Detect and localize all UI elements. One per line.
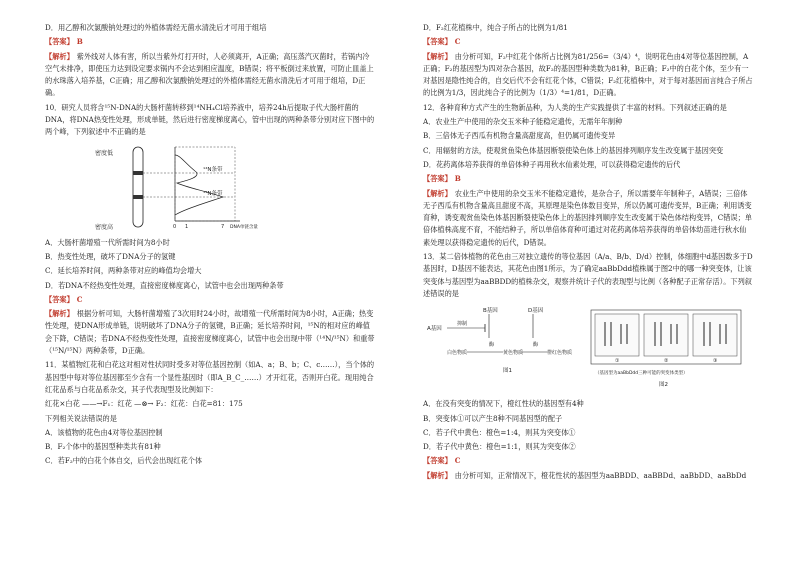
- explain-label: 【解析】: [423, 51, 452, 61]
- q13-option-c: C．若子代中黄色：橙色=1:4，则其为突变体①: [423, 427, 576, 437]
- q10-option-b: B．热变性处理，破坏了DNA分子的氢键: [45, 251, 176, 261]
- mutant-2-mark: ②: [664, 358, 669, 365]
- q10-stem: 10．研究人员将含¹⁵N-DNA的大肠杆菌转移到¹⁴NH₄Cl培养液中，培养24h后提取子代大肠杆菌的DNA，将DNA热变性处理，形成单链，然后进行密度梯度离心，管中出现的两种条带分别对应下图中的两个峰，下列叙述中不正确的是: [45, 102, 375, 137]
- white-substance: 白色物质: [447, 350, 468, 357]
- inhibit-label: 抑制: [457, 321, 468, 328]
- answer-label: 【答案】: [423, 456, 452, 466]
- q13-option-b: B．突变体①可以产生8种不同基因型的配子: [423, 413, 563, 423]
- explain-label: 【解析】: [45, 51, 74, 61]
- x-tick-0: 0: [173, 223, 177, 230]
- q9-explanation: 紫外线对人体有害，所以当紫外灯打开时，人必须离开，A正确；高压蒸汽灭菌时，若锅内冷空气未排净，即使压力达到设定要求锅内不会达到相应温度，B错误；将平板倒过来放置，可防止皿盖上的水珠落入培养基，C正确；用乙醇和次氯酸钠处理过的外植体需经无菌水清洗后才可用于组培，D正确。: [45, 51, 374, 98]
- q10-option-c: C．延长培养时间，两种条带对应的峰值均会增大: [45, 266, 202, 276]
- q12-answer: B: [454, 174, 461, 184]
- q13-option-d: D．若子代中黄色：橙色=1:1，则其为突变体②: [423, 442, 576, 452]
- q12-option-b: B．三倍体无子西瓜有机物含量高甜度高，但仍属可遗传变异: [423, 131, 616, 141]
- explain-label: 【解析】: [423, 188, 452, 198]
- q11-option-a: A．该植物的花色由4对等位基因控制: [45, 427, 163, 437]
- explain-label: 【解析】: [423, 470, 452, 480]
- figure-2-note: （基因型为aaBbDdd三种可能的突变体类型）: [595, 371, 688, 377]
- fig-xlabel: DNA单链含量: [230, 224, 258, 230]
- explain-label: 【解析】: [45, 309, 74, 319]
- left-column: [45, 22, 375, 470]
- q10-answer: C: [76, 294, 83, 304]
- answer-label: 【答案】: [423, 37, 452, 47]
- q11-cross: 红花×白花 ——→F₁：红花 —⊗→ F₂：红花：白花=81：175: [45, 399, 243, 409]
- orange-substance: 橙红色物质: [547, 350, 573, 357]
- mutant-3-cell: [693, 314, 737, 356]
- q12-option-d: D．花药离体培养获得的单倍体种子再用秋水仙素处理，可以获得稳定遗传的后代: [423, 159, 681, 169]
- density-curve: [175, 155, 223, 215]
- band-14n: [133, 171, 143, 175]
- mutant-1-mark: ①: [615, 358, 620, 365]
- fig-density-high: 密度高: [95, 223, 114, 231]
- q11-option-b: B．F₂个体中的基因型种类共有81种: [45, 442, 161, 452]
- q12-option-a: A．农业生产中使用的杂交玉米种子能稳定遗传，无需年年制种: [423, 117, 623, 127]
- q12-option-c: C．用辐射的方法，使观赏鱼染色体基因断裂使染色体上的基因排列顺序发生改变属于基因突变: [423, 145, 724, 155]
- q11-prompt: 下列相关说法错误的是: [45, 413, 117, 423]
- fig-14n-label: ¹⁴N条带: [203, 166, 223, 173]
- mutant-2-cell: [644, 314, 688, 356]
- pathway-figure: [423, 302, 753, 394]
- figure-2-caption: 图2: [659, 382, 668, 389]
- right-column: [423, 22, 753, 484]
- q11-stem: 11．某植物红花和白花这对相对性状同时受多对等位基因控制（如A、a；B、b；C、c……），当个体的基因型中每对等位基因都至少含有一个显性基因时（即A_B_C_……）才开红花，否则开白花。现用纯合红花品系与白花品系杂交，其子代表现型及比例如下：: [45, 360, 375, 394]
- q11-answer: C: [454, 37, 461, 47]
- enzyme-2-label: 酶: [533, 342, 539, 349]
- gene-b-label: B基因: [483, 308, 498, 315]
- q10-option-a: A．大肠杆菌增殖一代所需时间为8小时: [45, 237, 170, 247]
- answer-label: 【答案】: [45, 37, 74, 47]
- enzyme-1-label: 酶: [489, 342, 495, 349]
- q11-option-d: D．F₂红花植株中，纯合子所占的比例为1/81: [423, 23, 568, 32]
- q9-option-d: D．用乙醇和次氯酸钠处理过的外植体需经无菌水清洗后才可用于组培: [45, 23, 267, 32]
- q13-answer: C: [454, 456, 461, 466]
- q11-option-c: C．若F₂中的白花个体自交，后代会出现红花个体: [45, 456, 203, 466]
- mutant-1-cell: [595, 314, 639, 356]
- fig-15n-label: ¹⁵N条带: [203, 190, 223, 197]
- figure-1-caption: 图1: [503, 368, 512, 375]
- yellow-substance: 黄色物质: [503, 350, 524, 357]
- centrifuge-figure: [45, 141, 375, 233]
- q11-explanation: 由分析可知，F₂中红花个体所占比例为81/256=（3/4）⁴，说明花色由4对等位基因控制，A正确；F₂的基因型为四对杂合基因，故F₂的基因型种类数为81种，B正确；F₂中的白花个体，至少有一对基因是隐性纯合的，自交后代不会有红花个体，C错误；F₂红花植株中，对于每对基因而言纯合子所占的比例为1/3，因此纯合子的比例为（1/3）⁴=1/81，D正确。: [423, 51, 753, 98]
- answer-label: 【答案】: [45, 294, 74, 304]
- q10-explanation: 根据分析可知，大肠杆菌增殖了3次用时24小时，故增殖一代所需时间为8小时，A正确；热变性处理，使DNA形成单链，说明破坏了DNA分子的氢键，B正确；延长培养时间，¹⁵N的相对应的峰值会下降，C错误；若DNA不经热变性处理，直接密度梯度离心，试管中也会出现中带（¹⁴N/¹⁵N）和重带（¹⁵N/¹⁵N）两种条带，D正确。: [45, 309, 375, 356]
- q9-answer: B: [76, 37, 83, 47]
- gene-d-label: D基因: [528, 308, 544, 315]
- q12-explanation: 农业生产中使用的杂交玉米不能稳定遗传，是杂合子，所以需要年年制种子，A错误；三倍体无子西瓜有机物含量高且甜度不高，其原理是染色体数目变异，所以仍属可遗传变异，B正确；利用诱变育种，诱变观赏鱼染色体基因断裂使染色体上的基因排列顺序发生改变属于染色体结构变异，C错误；单倍体植株高度不育，不能结种子，所以单倍体育种可通过对花药离体培养获得的单倍体幼苗进行秋水仙素处理以获得稳定遗传的后代，D错误。: [423, 188, 752, 247]
- q12-stem: 12．各种育种方式产生的生物新品种，为人类的生产实践提供了丰富的材料。下列叙述正确的是: [423, 102, 727, 112]
- q13-explanation: 由分析可知，正常情况下，橙花性状的基因型为aaBBDD、aaBBDd、aaBbDD、aaBbDd: [454, 470, 747, 480]
- gene-a-label: A基因: [427, 326, 442, 333]
- test-tube: [133, 147, 143, 227]
- x-tick-7: 7: [221, 223, 225, 230]
- answer-label: 【答案】: [423, 174, 452, 184]
- q13-stem: 13．某二倍体植物的花色由三对独立遗传的等位基因（A/a、B/b、D/d）控制，体细胞中d基因数多于D基因时，D基因不能表达，其花色由图1所示，为了确定aaBbDdd植株属于图2中的哪一种突变体，让该突变体与基因型为aaBBDD的植株杂交，观察并统计子代的表现型与比例（各种配子正常存活）。下列叙述错误的是: [423, 252, 753, 298]
- q10-option-d: D．若DNA不经热变性处理，直接密度梯度离心，试管中也会出现两种条带: [45, 280, 284, 290]
- x-tick-1: 1: [185, 223, 189, 230]
- q13-option-a: A．在没有突变的情况下，橙红性状的基因型有4种: [423, 399, 584, 409]
- fig-density-low: 密度低: [95, 149, 114, 157]
- mutant-3-mark: ③: [713, 358, 718, 365]
- band-15n: [133, 195, 143, 199]
